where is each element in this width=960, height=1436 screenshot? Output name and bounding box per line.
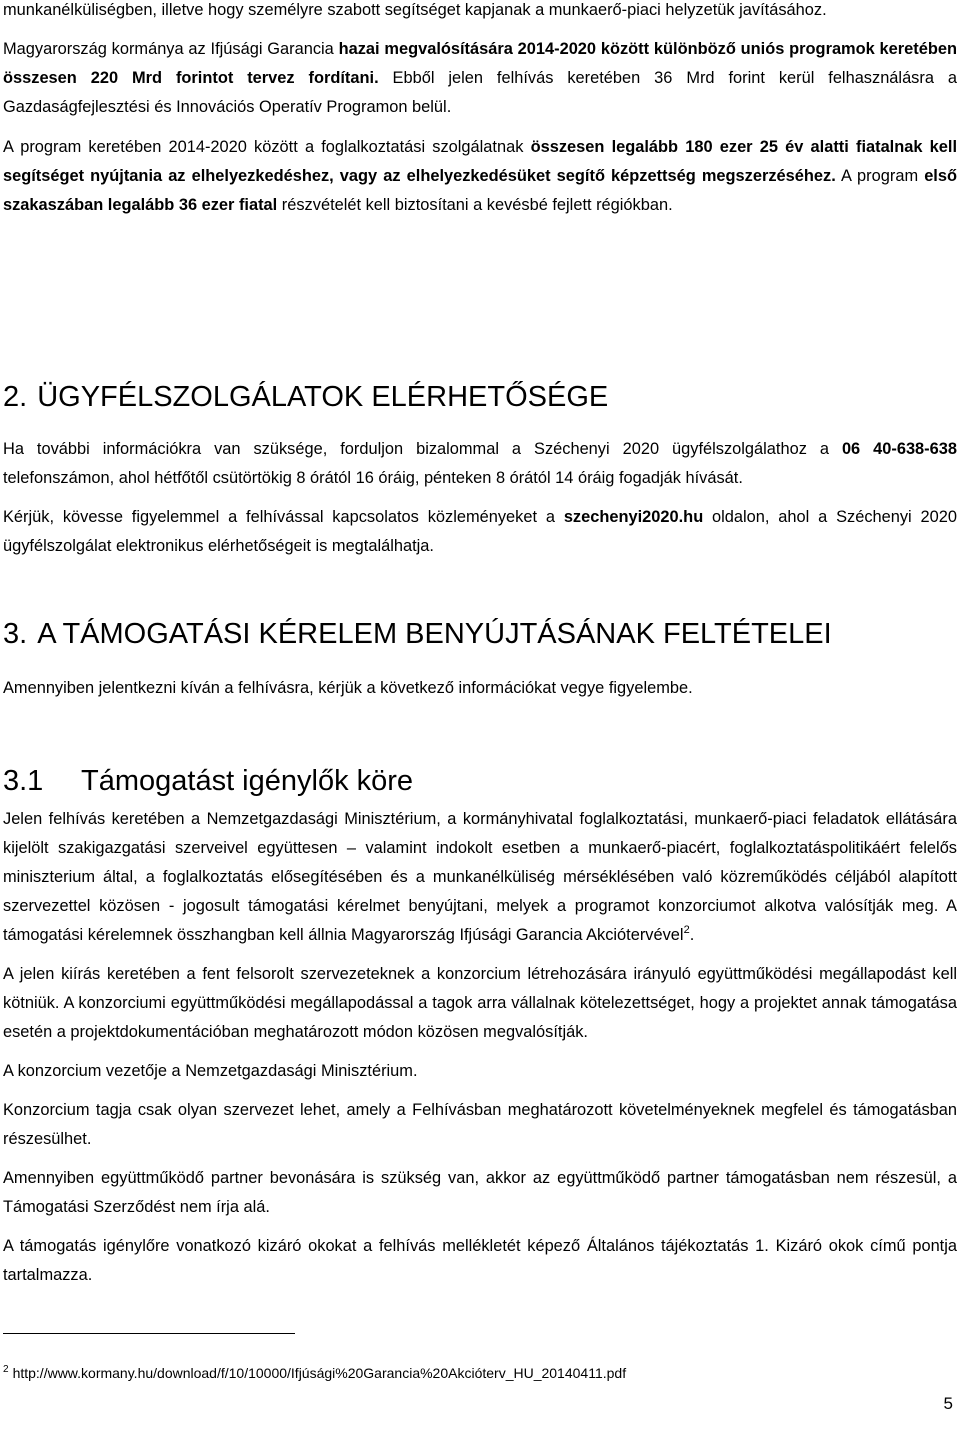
- section-3-1-paragraph-5: Amennyiben együttműködő partner bevonására is szükség van, akkor az együttműködő partner támogatásban nem részesül, a Támogatási Szerződést nem írja alá.: [3, 1169, 957, 1216]
- section-2-number: 2.: [3, 381, 28, 413]
- section-2-body: [3, 435, 957, 571]
- funding-text-c: Ebből jelen felhívás keretében 36 Mrd forint kerül felhasználásra a Gazdaságfejlesztési és Innovációs Operatív Programon belül.: [3, 69, 957, 116]
- intro-text: munkanélküliségben, illetve hogy személyre szabott segítséget kapjanak a munkaerő-piaci helyzetük javításához.: [3, 1, 827, 19]
- section-2-paragraph-2: [3, 503, 957, 561]
- funding-text-bold: hazai megvalósítására 2014-2020 között különböző uniós programok keretében összesen 220 Mrd forintot tervez fordítani.: [3, 40, 958, 87]
- section-3-body: [3, 674, 957, 713]
- program-text-c: A program: [835, 167, 925, 185]
- applicants-text-end: .: [689, 926, 695, 944]
- funding-text-a: Magyarország kormánya az Ifjúsági Garancia: [3, 40, 339, 58]
- contact-text-a: Ha további információkra van szüksége, forduljon bizalommal a Széchenyi 2020 ügyfélszolgálathoz a: [3, 440, 842, 458]
- website-name: szechenyi2020.hu: [563, 508, 704, 526]
- program-text-e: részvételét kell biztosítani a kevésbé fejlett régiókban.: [277, 196, 673, 214]
- section-3-1-body: [3, 805, 957, 1300]
- page-number: 5: [943, 1394, 953, 1413]
- intro-paragraph-funding: [3, 35, 957, 122]
- footnote-divider: [3, 1333, 295, 1334]
- program-text-a: A program keretében 2014-2020 között a foglalkoztatási szolgálatnak: [3, 138, 531, 156]
- footnote: [3, 1360, 626, 1383]
- contact-text-b: telefonszámon, ahol hétfőtől csütörtökig 8 órától 16 óráig, pénteken 8 órától 14 óráig fogadják hívását.: [3, 469, 743, 487]
- applicants-text: Jelen felhívás keretében a Nemzetgazdasági Minisztérium, a kormányhivatal foglalkoztatási, munkaerő-piaci feladatok ellátására kijelölt szakigazgatási szerveivel együttesen – valamint indokolt esetben a munkaerő-piacért, foglalkoztatáspolitikáért felelős miniszterium által, a foglalkoztatás elősegítésében és a munkanélküliség mérséklésében való közreműködés céljából alapított szervezettel közösen - jogosult támogatási kérelmet benyújtani, melyek a programot konzorciumot alkotva valósítják meg. A támogatási kérelemnek összhangban kell állnia Magyarország Ifjúsági Garancia Akciótervével: [3, 810, 957, 944]
- site-text-a: Kérjük, kövesse figyelemmel a felhívással kapcsolatos közleményeket a: [3, 508, 564, 526]
- section-3-1-title: Támogatást igénylők köre: [81, 765, 414, 797]
- section-3-1-paragraph-3: A konzorcium vezetője a Nemzetgazdasági Minisztérium.: [3, 1062, 418, 1080]
- section-3-heading: [3, 617, 957, 651]
- phone-number: 06 40-638-638: [841, 440, 957, 458]
- section-3-number: 3.: [3, 618, 28, 650]
- section-3-1-number: 3.1: [3, 765, 44, 797]
- section-3-1-paragraph-1: [3, 805, 957, 950]
- section-2-heading: [3, 380, 957, 414]
- section-2-title: ÜGYFÉLSZOLGÁLATOK ELÉRHETŐSÉGE: [37, 381, 609, 413]
- section-3-1-paragraph-6: A támogatás igénylőre vonatkozó kizáró okokat a felhívás mellékletét képező Általános tájékoztatás 1. Kizáró okok című pontja tartalmazza.: [3, 1237, 957, 1284]
- section-3-1-heading: [3, 764, 957, 798]
- intro-paragraph-program: [3, 133, 957, 220]
- section-3-title: A TÁMOGATÁSI KÉRELEM BENYÚJTÁSÁNAK FELTÉTELEI: [37, 618, 832, 650]
- intro-block: [3, 0, 957, 230]
- footnote-reference: 2: [683, 924, 690, 936]
- footnote-marker: 2: [3, 1364, 9, 1375]
- site-text-b: oldalon, ahol a Széchenyi 2020 ügyfélszolgálat elektronikus elérhetőségeit is megtalálhatja.: [3, 508, 957, 555]
- footnote-link[interactable]: http://www.kormany.hu/download/f/10/10000/Ifjúsági%20Garancia%20Akcióterv_HU_20140411.pdf: [12, 1365, 627, 1381]
- section-3-1-paragraph-4: Konzorcium tagja csak olyan szervezet lehet, amely a Felhívásban meghatározott követelményeknek megfelel és támogatásban részesülhet.: [3, 1101, 957, 1148]
- section-2-paragraph-1: [3, 435, 957, 493]
- section-3-paragraph-1: Amennyiben jelentkezni kíván a felhívásra, kérjük a következő információkat vegye figyelembe.: [3, 679, 693, 697]
- program-text-bold: összesen legalább 180 ezer 25 év alatti fiatalnak kell segítséget nyújtania az elhelyezkedéshez, vagy az elhelyezkedésüket segítő képzettség megszerzéséhez.: [3, 138, 957, 185]
- program-text-bold-2: első szakaszában legalább 36 ezer fiatal: [3, 167, 957, 214]
- intro-paragraph-continued: [3, 0, 957, 25]
- section-3-1-paragraph-2: A jelen kiírás keretében a fent felsorolt szervezeteknek a konzorcium létrehozására irányuló együttműködési megállapodást kell kötniük. A konzorciumi együttműködési megállapodással a tagok arra vállalnak kötelezettséget, hogy a projektet annak támogatása esetén a projektdokumentációban meghatározott módon közösen megvalósítják.: [3, 965, 957, 1041]
